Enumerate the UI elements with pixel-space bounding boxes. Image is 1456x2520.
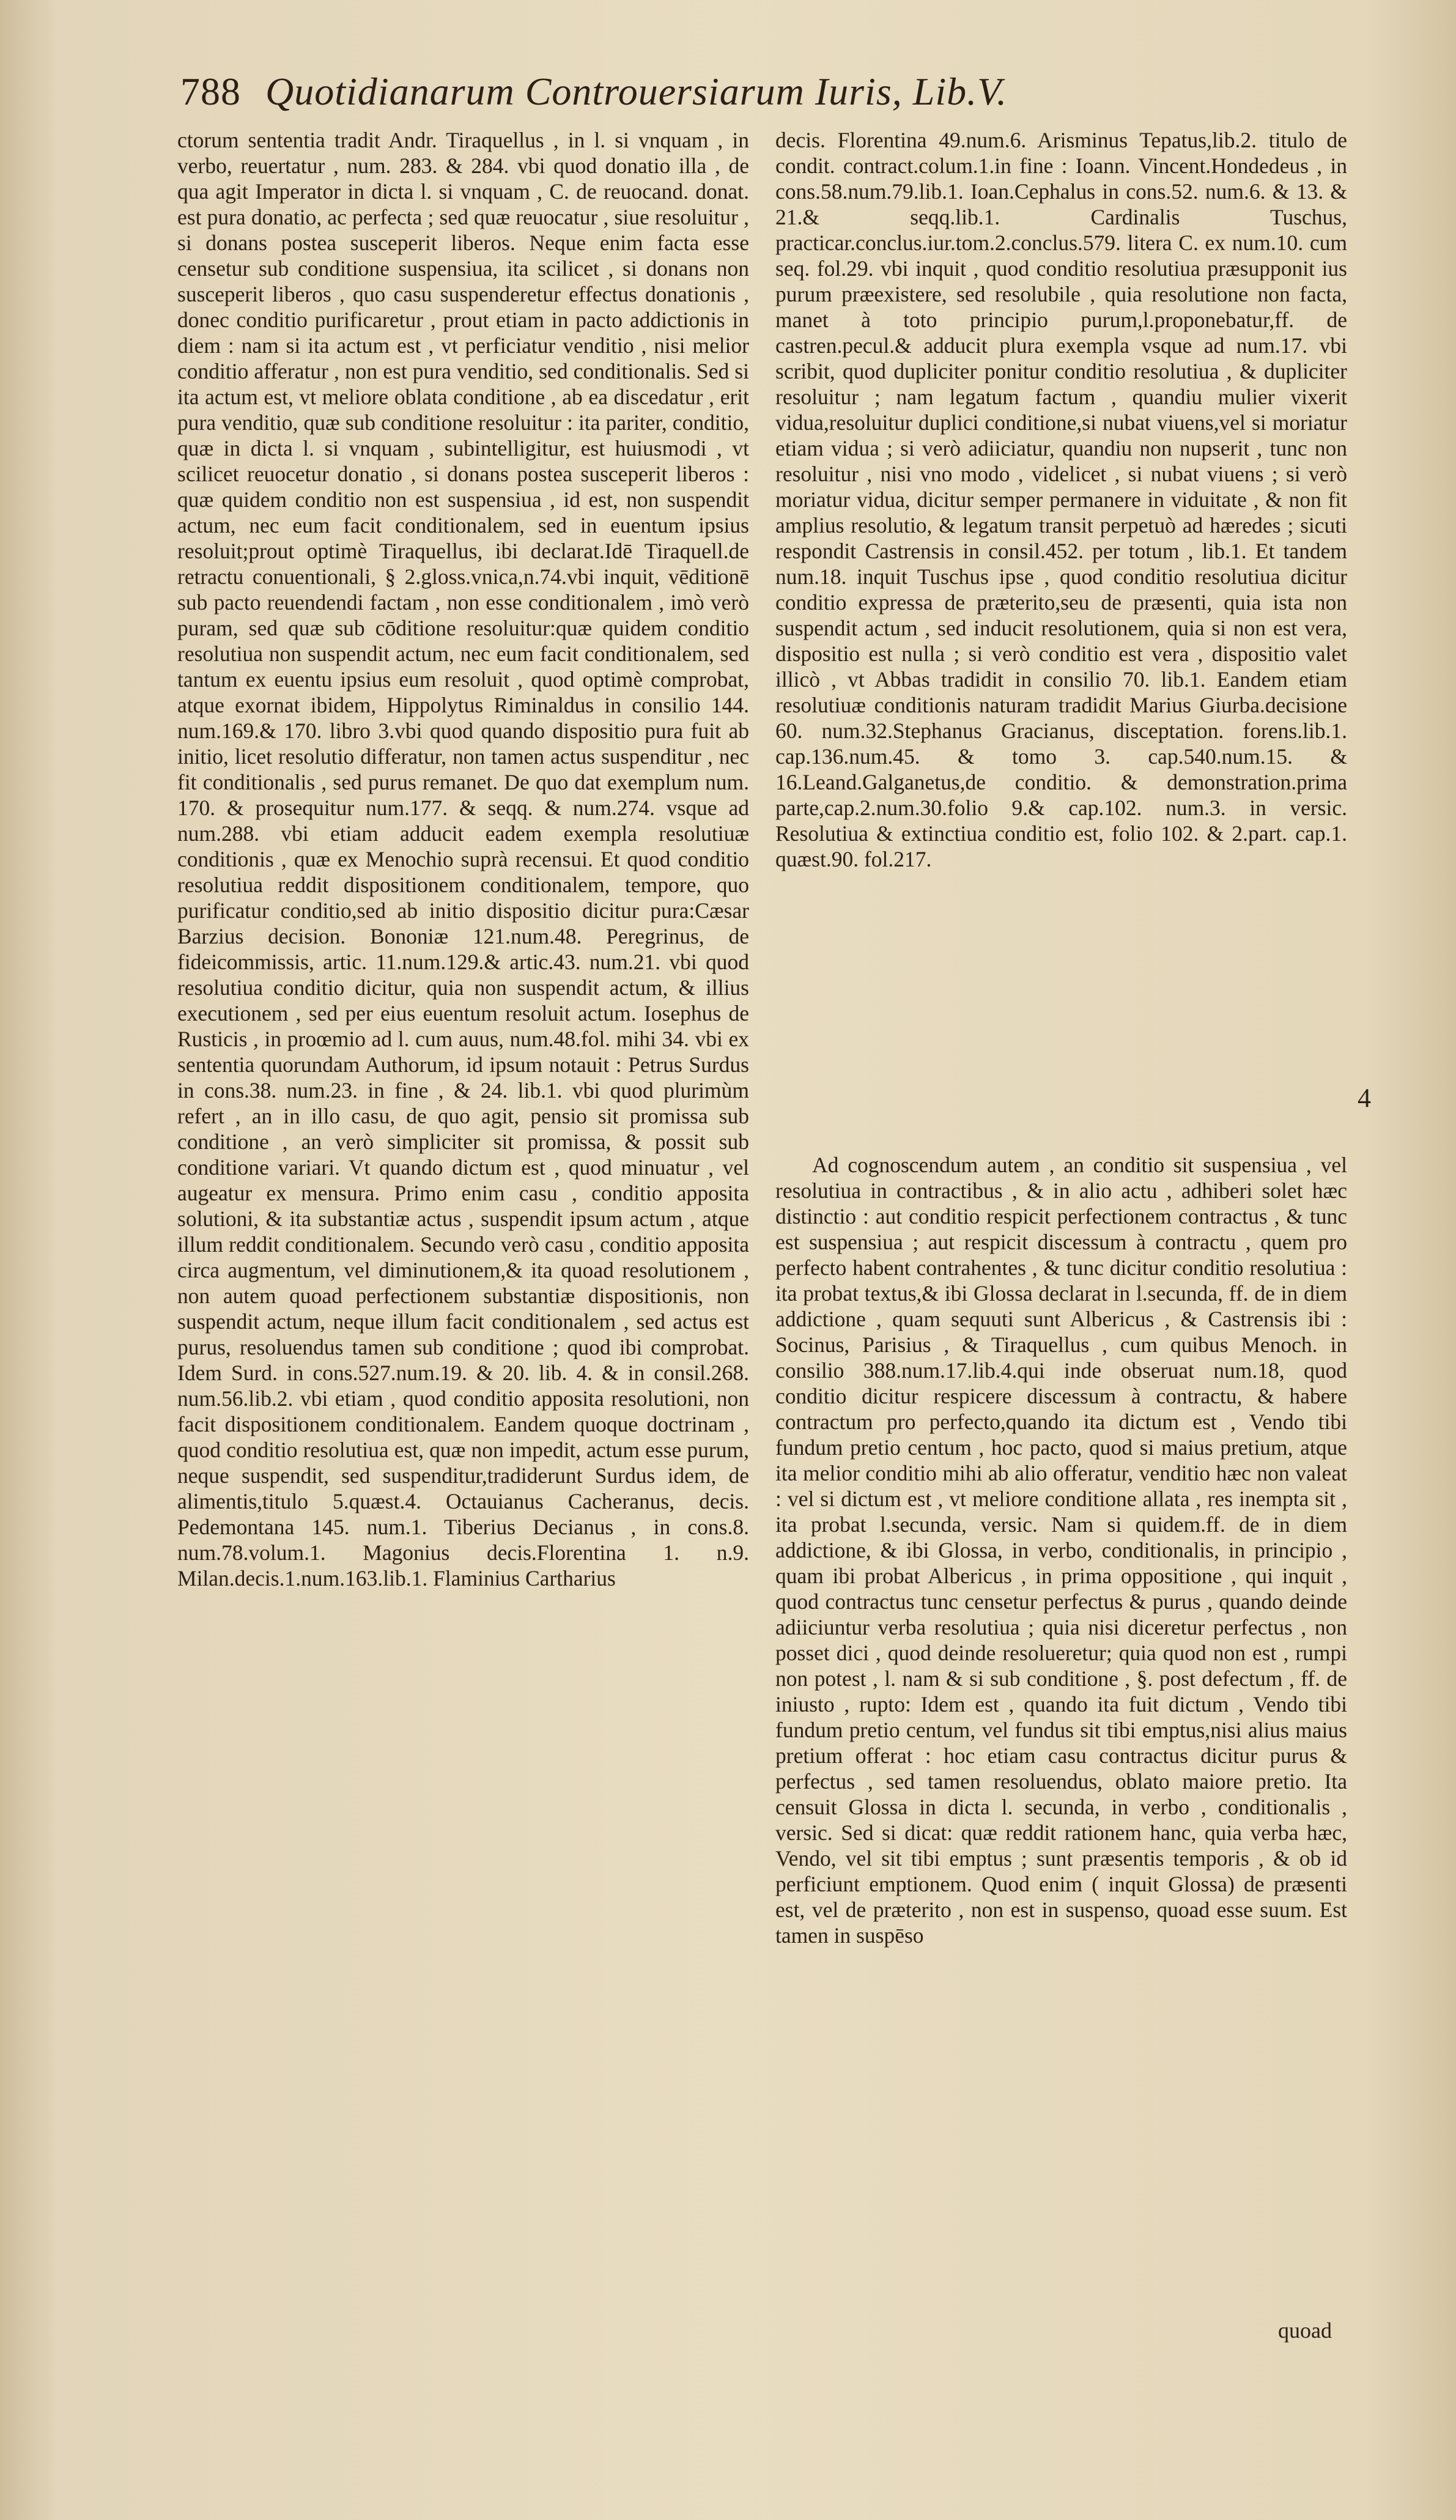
page-header [180,64,1342,119]
page-number: 788 [180,70,241,113]
margin-note: 4 [1358,1083,1371,1113]
left-column-text: ctorum sententia tradit Andr. Tiraquellus , in l. si vnquam , in verbo, reuertatur , num. 283. & 284. vbi quod donatio illa , de qua agit Imperator in dicta l. si vnquam , C. de reuocand. donat. est pura donatio, ac perfecta ; sed quæ reuocatur , siue resoluitur , si donans postea susceperit liberos. Neque enim facta esse censetur sub conditione suspensiua, ita scilicet , si donans non susceperit liberos , quo casu suspenderetur effectus donationis , donec conditio purificaretur , prout etiam in pacto addictionis in diem : nam si ita actum est , vt perficiatur venditio , nisi melior conditio afferatur , non est pura venditio, sed conditionalis. Sed si ita actum est, vt meliore oblata conditione , ab ea discedatur , erit pura venditio, quæ sub conditione resoluitur : ita pariter, conditio, quæ in dicta l. si vnquam , subintelligitur, est huiusmodi , vt scilicet reuocetur donatio , si donans postea susceperit liberos : quæ quidem conditio non est suspensiua , id est, non suspendit actum, nec eum facit conditionalem, sed in euentum ipsius resoluit;prout optimè Tiraquellus, ibi declarat.Idē Tiraquell.de retractu conuentionali, § 2.gloss.vnica,n.74.vbi inquit, vēditionē sub pacto reuendendi factam , non esse conditionalem , imò verò puram, sed quæ sub cōditione resoluitur:quæ quidem conditio resolutiua non suspendit actum, nec eum facit conditionalem, sed tantum ex euentu ipsius eum resoluit , quod optimè comprobat, atque exornat ibidem, Hippolytus Riminaldus in consilio 144. num.169.& 170. libro 3.vbi quod quando dispositio pura fuit ab initio, licet resolutio differatur, non tamen actus suspenditur , nec fit conditionalis , sed purus remanet. De quo dat exemplum num. 170. & prosequitur num.177. & seqq. & num.274. vsque ad num.288. vbi etiam adducit eadem exempla resolutiuæ conditionis , quæ ex Menochio suprà recensui. Et quod conditio resolutiua reddit dispositionem conditionalem, tempore, quo purificatur conditio,sed ab initio dispositio dicitur pura:Cæsar Barzius decision. Bononiæ 121.num.48. Peregrinus, de fideicommissis, artic. 11.num.129.& artic.43. num.21. vbi quod resolutiua conditio dicitur, quia non suspendit actum, & illius executionem , sed per eius euentum resoluit actum. Iosephus de Rusticis , in proœmio ad l. cum auus, num.48.fol. mihi 34. vbi ex sententia quorundam Authorum, id ipsum notauit : Petrus Surdus in cons.38. num.23. in fine , & 24. lib.1. vbi quod plurimùm refert , an in illo casu, de quo agit, pensio sit promissa sub conditione , an verò simpliciter sit promissa, & possit sub conditione variari. Vt quando dictum est , quod minuatur , vel augeatur ex mensura. Primo enim casu , conditio apposita solutioni, & ita substantiæ actus , suspendit ipsum actum , atque illum reddit conditionalem. Secundo verò casu , conditio apposita circa augmentum, vel diminutionem,& ita quoad resolutionem , non autem quoad perfectionem substantiæ dispositionis, non suspendit actum, neque illum facit conditionalem , sed actus est purus, resoluendus tamen sub conditione ; quod ibi comprobat. Idem Surd. in cons.527.num.19. & 20. lib. 4. & in consil.268. num.56.lib.2. vbi etiam , quod conditio apposita resolutioni, non facit dispositionem conditionalem. Eandem quoque doctrinam , quod conditio resolutiua est, quæ non impedit, actum esse purum, neque suspendit, sed suspenditur,tradiderunt Surdus idem, de alimentis,titulo 5.quæst.4. Octauianus Cacheranus, decis. Pedemontana 145. num.1. Tiberius Decianus , in cons.8. num.78.volum.1. Magonius decis.Florentina 1. n.9. Milan.decis.1.num.163.lib.1. Flaminius Cartharius [177,128,749,1591]
left-column [177,127,749,2408]
right-column [775,127,1347,2400]
running-title: Quotidianarum Controuersiarum Iuris, Lib.V. [265,70,1007,113]
catchword: quoad [1278,2318,1332,2343]
right-column-paragraph-2: Ad cognoscendum autem , an conditio sit suspensiua , vel resolutiua in contractibus , & in alio actu , adhiberi solet hæc distinctio : aut conditio respicit perfectionem contractus , & tunc est suspensiua ; aut respicit discessum à contractu , quem pro perfecto habent contrahentes , & tunc dicitur conditio resolutiua : ita probat textus,& ibi Glossa declarat in l.secunda, ff. de in diem addictione , quam sequuti sunt Albericus , & Castrensis ibi : Socinus, Parisius , & Tiraquellus , cum quibus Menoch. in consilio 388.num.17.lib.4.qui inde obseruat num.18, quod conditio dicitur respicere discessum à contractu, & habere contractum pro perfecto,quando ita dictum est , Vendo tibi fundum pretio centum , hoc pacto, quod si maius pretium, atque ita melior conditio mihi ab alio offeratur, venditio hæc non valeat : vel si dictum est , vt meliore conditione allata , res inempta sit , ita probat l.secunda, versic. Nam si quidem.ff. de in diem addictione, & ibi Glossa, in verbo, conditionalis, in principio , quam ibi probat Albericus , in prima oppositione , qui inquit , quod contractus tunc censetur perfectus & purus , quando deinde adiiciuntur verba resolutiua ; quia nisi diceretur perfectus , non posset dici , quod deinde resolueretur; quia quod non est , rumpi non potest , l. nam & si sub conditione , §. post defectum , ff. de iniusto , rupto: Idem est , quando ita fuit dictum , Vendo tibi fundum pretio centum, vel fundus sit tibi emptus,nisi alius maius pretium offerat : hoc etiam casu contractus dicitur purus & perfectus , sed tamen resoluendus, oblato maiore pretio. Ita censuit Glossa in dicta l. secunda, in verbo , conditionalis , versic. Sed si dicat: quæ reddit rationem hanc, quia verba hæc, Vendo, vel sit tibi emptus ; sunt præsentis temporis , & ob id perficiunt emptionem. Quod enim ( inquit Glossa) de præsenti est, vel de præterito , non est in suspenso, quoad esse suum. Est tamen in suspēso [775,1153,1347,1948]
right-column-paragraph-1: decis. Florentina 49.num.6. Arisminus Tepatus,lib.2. titulo de condit. contract.colum.1.in fine : Ioann. Vincent.Hondedeus , in cons.58.num.79.lib.1. Ioan.Cephalus in cons.52. num.6. & 13. & 21.& seqq.lib.1. Cardinalis Tuschus, practicar.conclus.iur.tom.2.conclus.579. litera C. ex num.10. cum seq. fol.29. vbi inquit , quod conditio resolutiua præsupponit ius purum præexistere, sed resolubile , quia resolutione non facta, manet à toto principio purum,l.proponebatur,ff. de castren.pecul.& adducit plura exempla vsque ad num.17. vbi scribit, quod dupliciter ponitur conditio resolutiua , & dupliciter resoluitur ; nam legatum factum , quandiu mulier vixerit vidua,resoluitur duplici conditione,si nubat viuens,vel si moriatur etiam vidua ; si verò adiiciatur, quandiu non nupserit , tunc non resoluitur , nisi vno modo , videlicet , si nubat viuens ; si verò moriatur vidua, dicitur semper permanere in viduitate , & non fit amplius resolutio, & legatum transit perpetuò ad hæredes ; sicuti respondit Castrensis in consil.452. per totum , lib.1. Et tandem num.18. inquit Tuschus ipse , quod conditio resolutiua dicitur conditio expressa de præterito,seu de præsenti, quia ista non suspendit actum , sed inducit resolutionem, quia si non est vera, dispositio est nulla ; si verò conditio est vera , dispositio valet illicò , vt Abbas tradidit in consilio 70. lib.1. Eandem etiam resolutiuæ conditionis naturam tradidit Marius Giurba.decisione 60. num.32.Stephanus Gracianus, disceptation. forens.lib.1. cap.136.num.45. & tomo 3. cap.540.num.15. & 16.Leand.Galganetus,de conditio. & demonstration.prima parte,cap.2.num.30.folio 9.& cap.102. num.3. in versic. Resolutiua & extinctiua conditio est, folio 102. & 2.part. cap.1. quæst.90. fol.217. [775,128,1347,871]
